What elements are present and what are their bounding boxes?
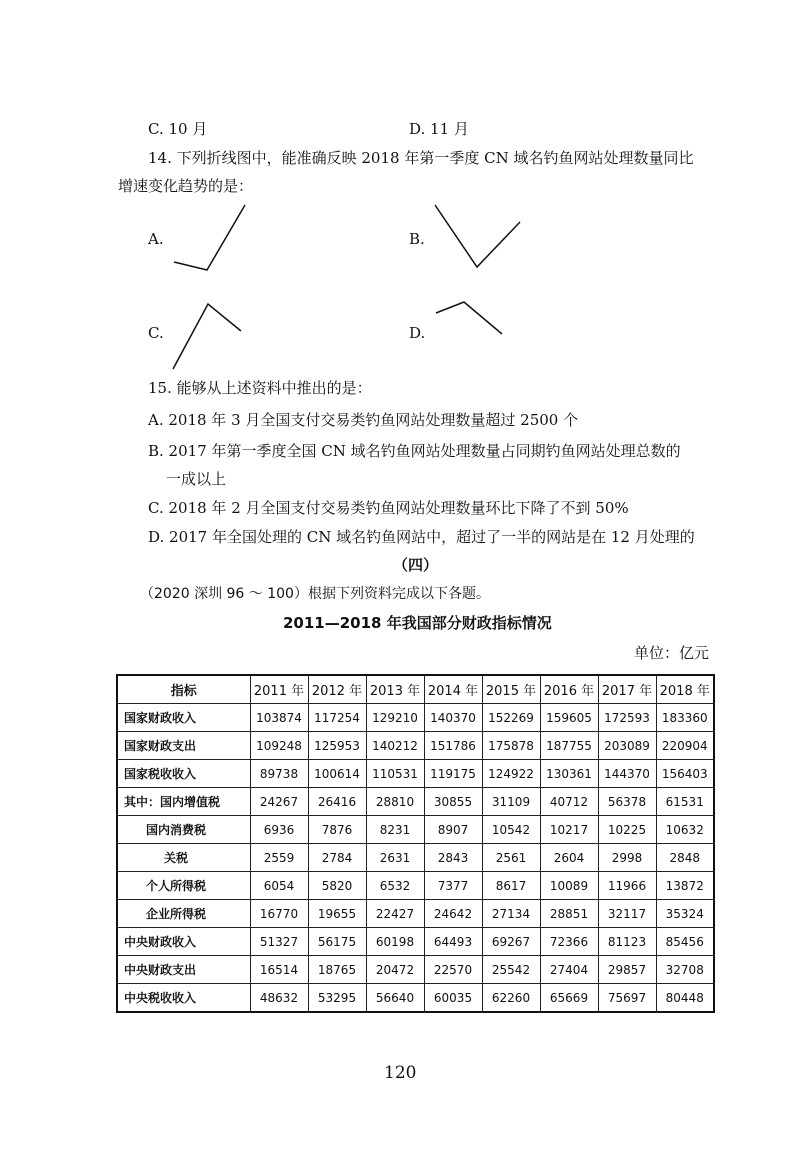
- table-cell: 2843: [424, 844, 482, 872]
- table-cell: 103874: [250, 704, 308, 732]
- table-cell: 32708: [656, 956, 714, 984]
- section-intro: （2020 深圳 96 ～ 100）根据下列资料完成以下各题。: [140, 586, 490, 602]
- table-cell: 220904: [656, 732, 714, 760]
- table-cell: 5820: [308, 872, 366, 900]
- table-cell: 2848: [656, 844, 714, 872]
- table-cell: 69267: [482, 928, 540, 956]
- row-label: 国家税收收入: [117, 760, 250, 788]
- table-cell: 203089: [598, 732, 656, 760]
- table-cell: 7377: [424, 872, 482, 900]
- table-cell: 156403: [656, 760, 714, 788]
- table-cell: 32117: [598, 900, 656, 928]
- table-cell: 29857: [598, 956, 656, 984]
- table-cell: 8231: [366, 816, 424, 844]
- table-cell: 24642: [424, 900, 482, 928]
- table-cell: 85456: [656, 928, 714, 956]
- option-a-line-chart: [170, 200, 250, 275]
- table-row: [117, 872, 714, 900]
- table-cell: 20472: [366, 956, 424, 984]
- table-cell: 117254: [308, 704, 366, 732]
- table-cell: 6936: [250, 816, 308, 844]
- table-cell: 65669: [540, 984, 598, 1013]
- table-cell: 159605: [540, 704, 598, 732]
- table-cell: 19655: [308, 900, 366, 928]
- table-cell: 6054: [250, 872, 308, 900]
- table-cell: 2604: [540, 844, 598, 872]
- table-cell: 61531: [656, 788, 714, 816]
- table-cell: 60035: [424, 984, 482, 1013]
- table-cell: 172593: [598, 704, 656, 732]
- row-label: 其中：国内增值税: [117, 788, 250, 816]
- table-cell: 72366: [540, 928, 598, 956]
- question-14-line1: 14. 下列折线图中，能准确反映 2018 年第一季度 CN 域名钓鱼网站处理数量同比: [148, 149, 694, 167]
- option-d-label: D.: [409, 324, 426, 342]
- table-cell: 80448: [656, 984, 714, 1013]
- table-cell: 10632: [656, 816, 714, 844]
- table-cell: 24267: [250, 788, 308, 816]
- row-label: 关税: [117, 844, 250, 872]
- row-label: 国家财政收入: [117, 704, 250, 732]
- table-cell: 100614: [308, 760, 366, 788]
- table-cell: 129210: [366, 704, 424, 732]
- header-year: 2011 年: [250, 675, 308, 704]
- table-cell: 109248: [250, 732, 308, 760]
- table-cell: 10542: [482, 816, 540, 844]
- table-cell: 25542: [482, 956, 540, 984]
- table-row: [117, 984, 714, 1013]
- header-year: 2017 年: [598, 675, 656, 704]
- table-cell: 2998: [598, 844, 656, 872]
- table-cell: 140370: [424, 704, 482, 732]
- table-cell: 10217: [540, 816, 598, 844]
- table-cell: 7876: [308, 816, 366, 844]
- option-d-q13: D. 11 月: [409, 120, 469, 138]
- table-cell: 183360: [656, 704, 714, 732]
- header-year: 2018 年: [656, 675, 714, 704]
- table-cell: 6532: [366, 872, 424, 900]
- finance-indicator-table: [116, 674, 715, 1013]
- option-c-label: C.: [148, 324, 164, 342]
- row-label: 中央税收收入: [117, 984, 250, 1013]
- table-title: 2011—2018 年我国部分财政指标情况: [283, 614, 552, 632]
- table-cell: 18765: [308, 956, 366, 984]
- header-year: 2015 年: [482, 675, 540, 704]
- table-cell: 175878: [482, 732, 540, 760]
- row-label: 国内消费税: [117, 816, 250, 844]
- table-cell: 2561: [482, 844, 540, 872]
- table-cell: 75697: [598, 984, 656, 1013]
- table-cell: 81123: [598, 928, 656, 956]
- table-cell: 40712: [540, 788, 598, 816]
- table-row: [117, 900, 714, 928]
- row-label: 国家财政支出: [117, 732, 250, 760]
- header-year: 2013 年: [366, 675, 424, 704]
- table-row: [117, 732, 714, 760]
- table-cell: 89738: [250, 760, 308, 788]
- table-row: [117, 816, 714, 844]
- table-cell: 110531: [366, 760, 424, 788]
- table-cell: 28851: [540, 900, 598, 928]
- table-cell: 2559: [250, 844, 308, 872]
- table-cell: 56175: [308, 928, 366, 956]
- table-cell: 130361: [540, 760, 598, 788]
- section-title: （四）: [393, 556, 439, 574]
- table-cell: 10089: [540, 872, 598, 900]
- header-indicator: 指标: [117, 675, 250, 704]
- option-d-q15: D. 2017 年全国处理的 CN 域名钓鱼网站中，超过了一半的网站是在 12 月处理的: [148, 528, 695, 546]
- table-cell: 53295: [308, 984, 366, 1013]
- table-cell: 8907: [424, 816, 482, 844]
- row-label: 企业所得税: [117, 900, 250, 928]
- table-cell: 119175: [424, 760, 482, 788]
- question-15-stem: 15. 能够从上述资料中推出的是：: [148, 379, 372, 397]
- table-cell: 13872: [656, 872, 714, 900]
- table-header-row: [117, 675, 714, 704]
- table-cell: 151786: [424, 732, 482, 760]
- table-cell: 56640: [366, 984, 424, 1013]
- table-row: [117, 788, 714, 816]
- header-year: 2012 年: [308, 675, 366, 704]
- table-row: [117, 760, 714, 788]
- header-year: 2016 年: [540, 675, 598, 704]
- table-cell: 28810: [366, 788, 424, 816]
- table-cell: 27134: [482, 900, 540, 928]
- table-cell: 16514: [250, 956, 308, 984]
- table-cell: 22427: [366, 900, 424, 928]
- option-c-line-chart: [170, 300, 245, 372]
- row-label: 中央财政收入: [117, 928, 250, 956]
- table-row: [117, 704, 714, 732]
- page-number: 120: [384, 1063, 417, 1083]
- table-cell: 152269: [482, 704, 540, 732]
- option-a-label: A.: [148, 230, 164, 248]
- table-cell: 26416: [308, 788, 366, 816]
- table-cell: 56378: [598, 788, 656, 816]
- table-cell: 48632: [250, 984, 308, 1013]
- row-label: 中央财政支出: [117, 956, 250, 984]
- table-cell: 124922: [482, 760, 540, 788]
- table-row: [117, 928, 714, 956]
- table-cell: 51327: [250, 928, 308, 956]
- table-cell: 2631: [366, 844, 424, 872]
- table-cell: 22570: [424, 956, 482, 984]
- option-b-line-chart: [432, 202, 524, 270]
- option-b-label: B.: [409, 230, 425, 248]
- table-cell: 140212: [366, 732, 424, 760]
- table-cell: 64493: [424, 928, 482, 956]
- table-cell: 35324: [656, 900, 714, 928]
- option-c-q15: C. 2018 年 2 月全国支付交易类钓鱼网站处理数量环比下降了不到 50%: [148, 499, 629, 517]
- header-year: 2014 年: [424, 675, 482, 704]
- option-b-q15-line1: B. 2017 年第一季度全国 CN 域名钓鱼网站处理数量占同期钓鱼网站处理总数的: [148, 442, 681, 460]
- table-cell: 16770: [250, 900, 308, 928]
- table-row: [117, 844, 714, 872]
- table-cell: 60198: [366, 928, 424, 956]
- option-b-q15-line2: 一成以上: [166, 470, 227, 488]
- question-14-line2: 增速变化趋势的是：: [118, 177, 254, 195]
- table-unit: 单位：亿元: [634, 644, 710, 662]
- table-cell: 62260: [482, 984, 540, 1013]
- table-cell: 10225: [598, 816, 656, 844]
- option-c-q13: C. 10 月: [148, 120, 208, 138]
- option-d-line-chart: [434, 298, 506, 338]
- table-row: [117, 956, 714, 984]
- table-cell: 30855: [424, 788, 482, 816]
- option-a-q15: A. 2018 年 3 月全国支付交易类钓鱼网站处理数量超过 2500 个: [148, 411, 579, 429]
- table-cell: 8617: [482, 872, 540, 900]
- table-cell: 187755: [540, 732, 598, 760]
- table-cell: 144370: [598, 760, 656, 788]
- table-cell: 125953: [308, 732, 366, 760]
- table-cell: 2784: [308, 844, 366, 872]
- table-cell: 31109: [482, 788, 540, 816]
- table-cell: 11966: [598, 872, 656, 900]
- row-label: 个人所得税: [117, 872, 250, 900]
- table-cell: 27404: [540, 956, 598, 984]
